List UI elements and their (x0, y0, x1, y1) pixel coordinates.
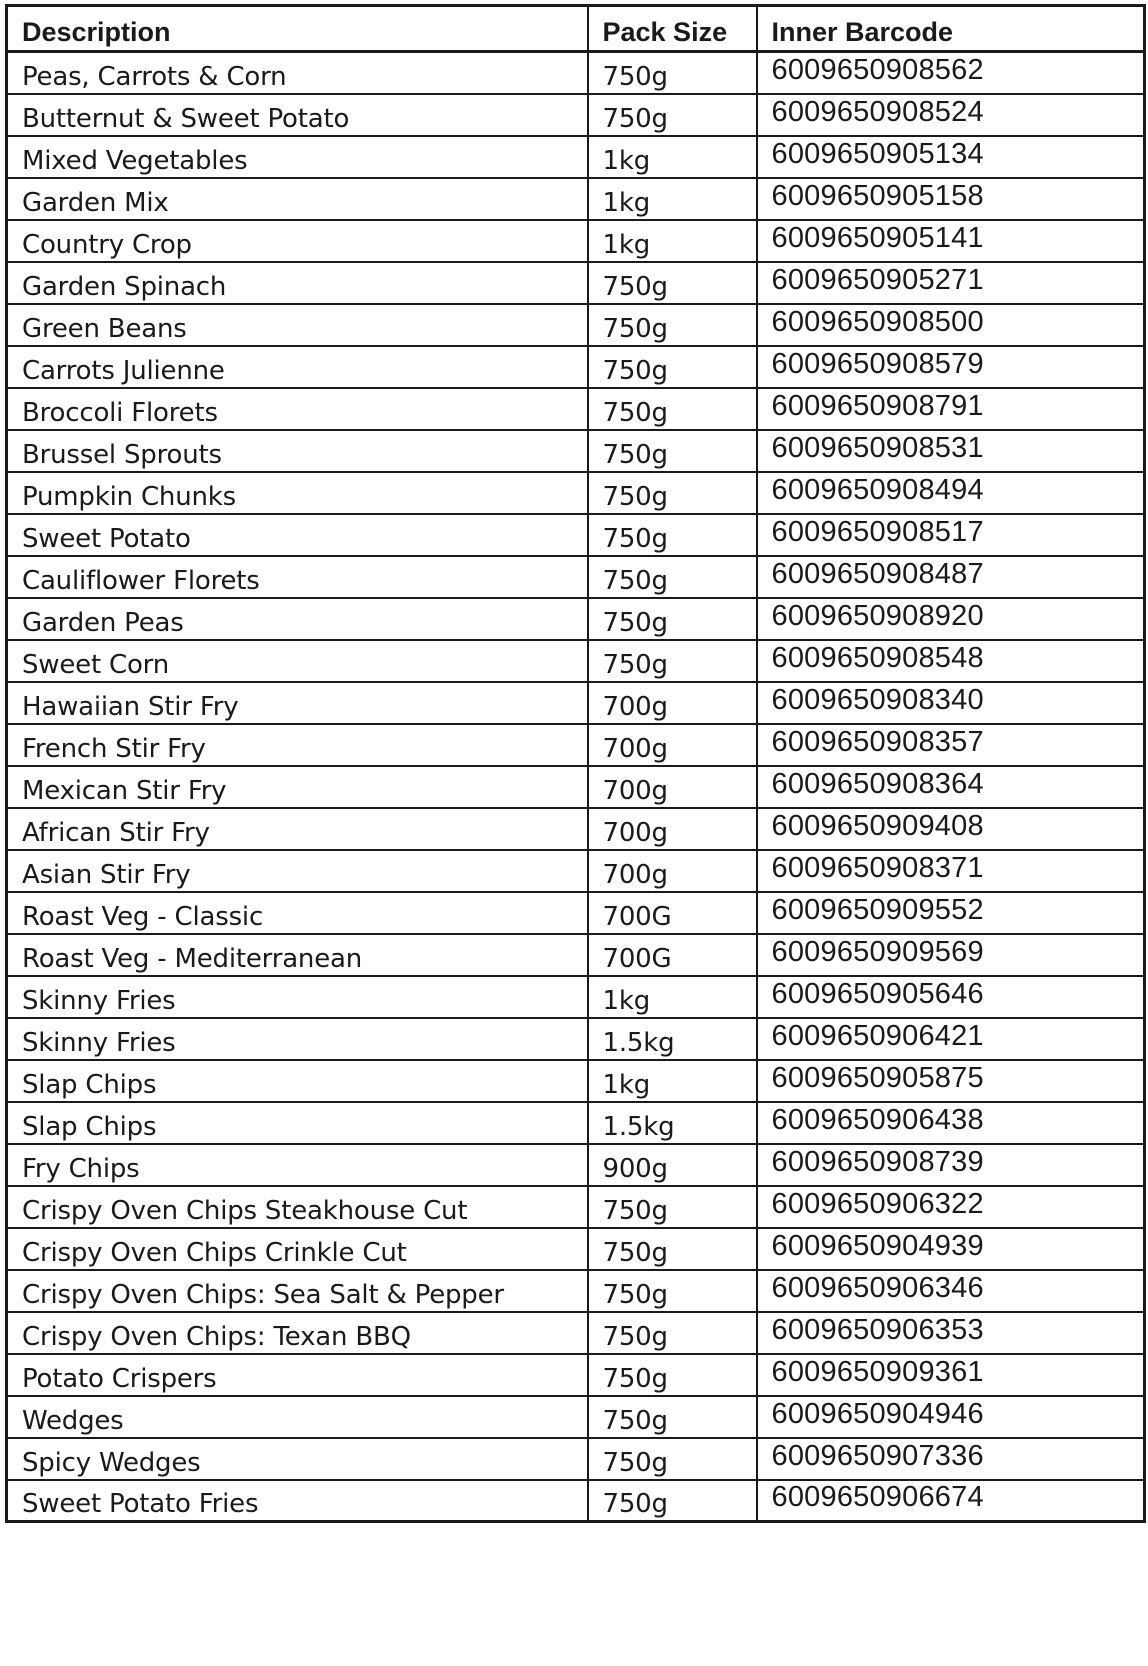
table-row (7, 1102, 1145, 1144)
cell-pack-size: 750g (588, 1438, 757, 1480)
cell-description: Sweet Potato (7, 514, 588, 556)
cell-inner-barcode: 6009650908739 (757, 1144, 1145, 1186)
cell-description: Fry Chips (7, 1144, 588, 1186)
table-row (7, 1228, 1145, 1270)
cell-inner-barcode: 6009650906674 (757, 1480, 1145, 1522)
cell-inner-barcode: 6009650905875 (757, 1060, 1145, 1102)
cell-description: Roast Veg - Mediterranean (7, 934, 588, 976)
cell-description: Broccoli Florets (7, 388, 588, 430)
table-row (7, 682, 1145, 724)
cell-pack-size: 750g (588, 472, 757, 514)
cell-pack-size: 700g (588, 766, 757, 808)
cell-description: Country Crop (7, 220, 588, 262)
cell-pack-size: 700g (588, 724, 757, 766)
cell-inner-barcode: 6009650908500 (757, 304, 1145, 346)
cell-inner-barcode: 6009650905646 (757, 976, 1145, 1018)
cell-pack-size: 750g (588, 640, 757, 682)
cell-description: Sweet Corn (7, 640, 588, 682)
cell-pack-size: 750g (588, 94, 757, 136)
table-row (7, 556, 1145, 598)
cell-pack-size: 700G (588, 892, 757, 934)
table-row (7, 724, 1145, 766)
cell-inner-barcode: 6009650905271 (757, 262, 1145, 304)
cell-pack-size: 750g (588, 598, 757, 640)
cell-description: African Stir Fry (7, 808, 588, 850)
cell-description: Slap Chips (7, 1060, 588, 1102)
cell-description: Mixed Vegetables (7, 136, 588, 178)
cell-inner-barcode: 6009650908548 (757, 640, 1145, 682)
cell-description: French Stir Fry (7, 724, 588, 766)
cell-inner-barcode: 6009650906346 (757, 1270, 1145, 1312)
cell-inner-barcode: 6009650908487 (757, 556, 1145, 598)
cell-inner-barcode: 6009650908340 (757, 682, 1145, 724)
table-row (7, 1438, 1145, 1480)
cell-inner-barcode: 6009650908371 (757, 850, 1145, 892)
table-row (7, 472, 1145, 514)
cell-pack-size: 750g (588, 52, 757, 94)
cell-pack-size: 750g (588, 1270, 757, 1312)
cell-description: Garden Mix (7, 178, 588, 220)
cell-description: Skinny Fries (7, 1018, 588, 1060)
cell-description: Garden Spinach (7, 262, 588, 304)
cell-pack-size: 1kg (588, 1060, 757, 1102)
cell-pack-size: 900g (588, 1144, 757, 1186)
cell-description: Crispy Oven Chips: Sea Salt & Pepper (7, 1270, 588, 1312)
cell-description: Crispy Oven Chips Steakhouse Cut (7, 1186, 588, 1228)
table-row (7, 94, 1145, 136)
cell-inner-barcode: 6009650906421 (757, 1018, 1145, 1060)
cell-description: Butternut & Sweet Potato (7, 94, 588, 136)
cell-description: Peas, Carrots & Corn (7, 52, 588, 94)
table-row (7, 1060, 1145, 1102)
header-description: Description (7, 6, 588, 52)
table-row (7, 346, 1145, 388)
cell-inner-barcode: 6009650908517 (757, 514, 1145, 556)
table-row (7, 178, 1145, 220)
table-row (7, 1312, 1145, 1354)
cell-pack-size: 750g (588, 346, 757, 388)
cell-pack-size: 700G (588, 934, 757, 976)
cell-inner-barcode: 6009650905141 (757, 220, 1145, 262)
table-row (7, 1144, 1145, 1186)
product-table-sheet (5, 4, 1143, 1662)
cell-description: Skinny Fries (7, 976, 588, 1018)
cell-pack-size: 700g (588, 808, 757, 850)
table-row (7, 850, 1145, 892)
cell-inner-barcode: 6009650907336 (757, 1438, 1145, 1480)
table-row (7, 1186, 1145, 1228)
cell-description: Potato Crispers (7, 1354, 588, 1396)
cell-inner-barcode: 6009650908364 (757, 766, 1145, 808)
cell-description: Slap Chips (7, 1102, 588, 1144)
cell-description: Garden Peas (7, 598, 588, 640)
cell-description: Cauliflower Florets (7, 556, 588, 598)
cell-description: Carrots Julienne (7, 346, 588, 388)
cell-inner-barcode: 6009650909408 (757, 808, 1145, 850)
cell-inner-barcode: 6009650908579 (757, 346, 1145, 388)
cell-pack-size: 750g (588, 430, 757, 472)
table-row (7, 892, 1145, 934)
table-row (7, 262, 1145, 304)
cell-inner-barcode: 6009650908920 (757, 598, 1145, 640)
cell-description: Brussel Sprouts (7, 430, 588, 472)
cell-inner-barcode: 6009650908791 (757, 388, 1145, 430)
table-row (7, 1018, 1145, 1060)
cell-pack-size: 750g (588, 1354, 757, 1396)
cell-inner-barcode: 6009650908531 (757, 430, 1145, 472)
cell-pack-size: 750g (588, 262, 757, 304)
table-row (7, 766, 1145, 808)
cell-description: Pumpkin Chunks (7, 472, 588, 514)
cell-description: Roast Veg - Classic (7, 892, 588, 934)
cell-pack-size: 750g (588, 1312, 757, 1354)
cell-pack-size: 1kg (588, 136, 757, 178)
cell-pack-size: 700g (588, 850, 757, 892)
cell-pack-size: 1kg (588, 220, 757, 262)
cell-inner-barcode: 6009650908357 (757, 724, 1145, 766)
cell-pack-size: 750g (588, 304, 757, 346)
cell-inner-barcode: 6009650905158 (757, 178, 1145, 220)
table-row (7, 934, 1145, 976)
table-row (7, 388, 1145, 430)
cell-pack-size: 1kg (588, 976, 757, 1018)
table-body (7, 52, 1145, 1522)
cell-inner-barcode: 6009650909361 (757, 1354, 1145, 1396)
cell-description: Spicy Wedges (7, 1438, 588, 1480)
cell-description: Asian Stir Fry (7, 850, 588, 892)
cell-pack-size: 1.5kg (588, 1018, 757, 1060)
cell-inner-barcode: 6009650908494 (757, 472, 1145, 514)
cell-pack-size: 750g (588, 556, 757, 598)
cell-pack-size: 1kg (588, 178, 757, 220)
table-header-row (7, 6, 1145, 52)
table-row (7, 1396, 1145, 1438)
cell-pack-size: 750g (588, 514, 757, 556)
table-row (7, 598, 1145, 640)
cell-inner-barcode: 6009650909552 (757, 892, 1145, 934)
table-row (7, 640, 1145, 682)
table-row (7, 1354, 1145, 1396)
cell-description: Green Beans (7, 304, 588, 346)
cell-description: Mexican Stir Fry (7, 766, 588, 808)
cell-pack-size: 750g (588, 388, 757, 430)
cell-inner-barcode: 6009650908562 (757, 52, 1145, 94)
cell-description: Wedges (7, 1396, 588, 1438)
cell-inner-barcode: 6009650904946 (757, 1396, 1145, 1438)
cell-pack-size: 750g (588, 1396, 757, 1438)
header-pack-size: Pack Size (588, 6, 757, 52)
cell-inner-barcode: 6009650905134 (757, 136, 1145, 178)
table-row (7, 1480, 1145, 1522)
table-row (7, 52, 1145, 94)
cell-description: Crispy Oven Chips: Texan BBQ (7, 1312, 588, 1354)
cell-pack-size: 1.5kg (588, 1102, 757, 1144)
cell-inner-barcode: 6009650909569 (757, 934, 1145, 976)
table-row (7, 136, 1145, 178)
table-row (7, 514, 1145, 556)
table-row (7, 430, 1145, 472)
table-row (7, 1270, 1145, 1312)
table-row (7, 220, 1145, 262)
cell-pack-size: 750g (588, 1228, 757, 1270)
product-table (5, 4, 1146, 1523)
cell-pack-size: 700g (588, 682, 757, 724)
cell-inner-barcode: 6009650904939 (757, 1228, 1145, 1270)
cell-description: Crispy Oven Chips Crinkle Cut (7, 1228, 588, 1270)
cell-description: Hawaiian Stir Fry (7, 682, 588, 724)
cell-inner-barcode: 6009650906353 (757, 1312, 1145, 1354)
header-inner-barcode: Inner Barcode (757, 6, 1145, 52)
cell-pack-size: 750g (588, 1186, 757, 1228)
cell-inner-barcode: 6009650906322 (757, 1186, 1145, 1228)
cell-inner-barcode: 6009650906438 (757, 1102, 1145, 1144)
cell-inner-barcode: 6009650908524 (757, 94, 1145, 136)
table-row (7, 808, 1145, 850)
cell-pack-size: 750g (588, 1480, 757, 1522)
cell-description: Sweet Potato Fries (7, 1480, 588, 1522)
table-row (7, 976, 1145, 1018)
table-row (7, 304, 1145, 346)
